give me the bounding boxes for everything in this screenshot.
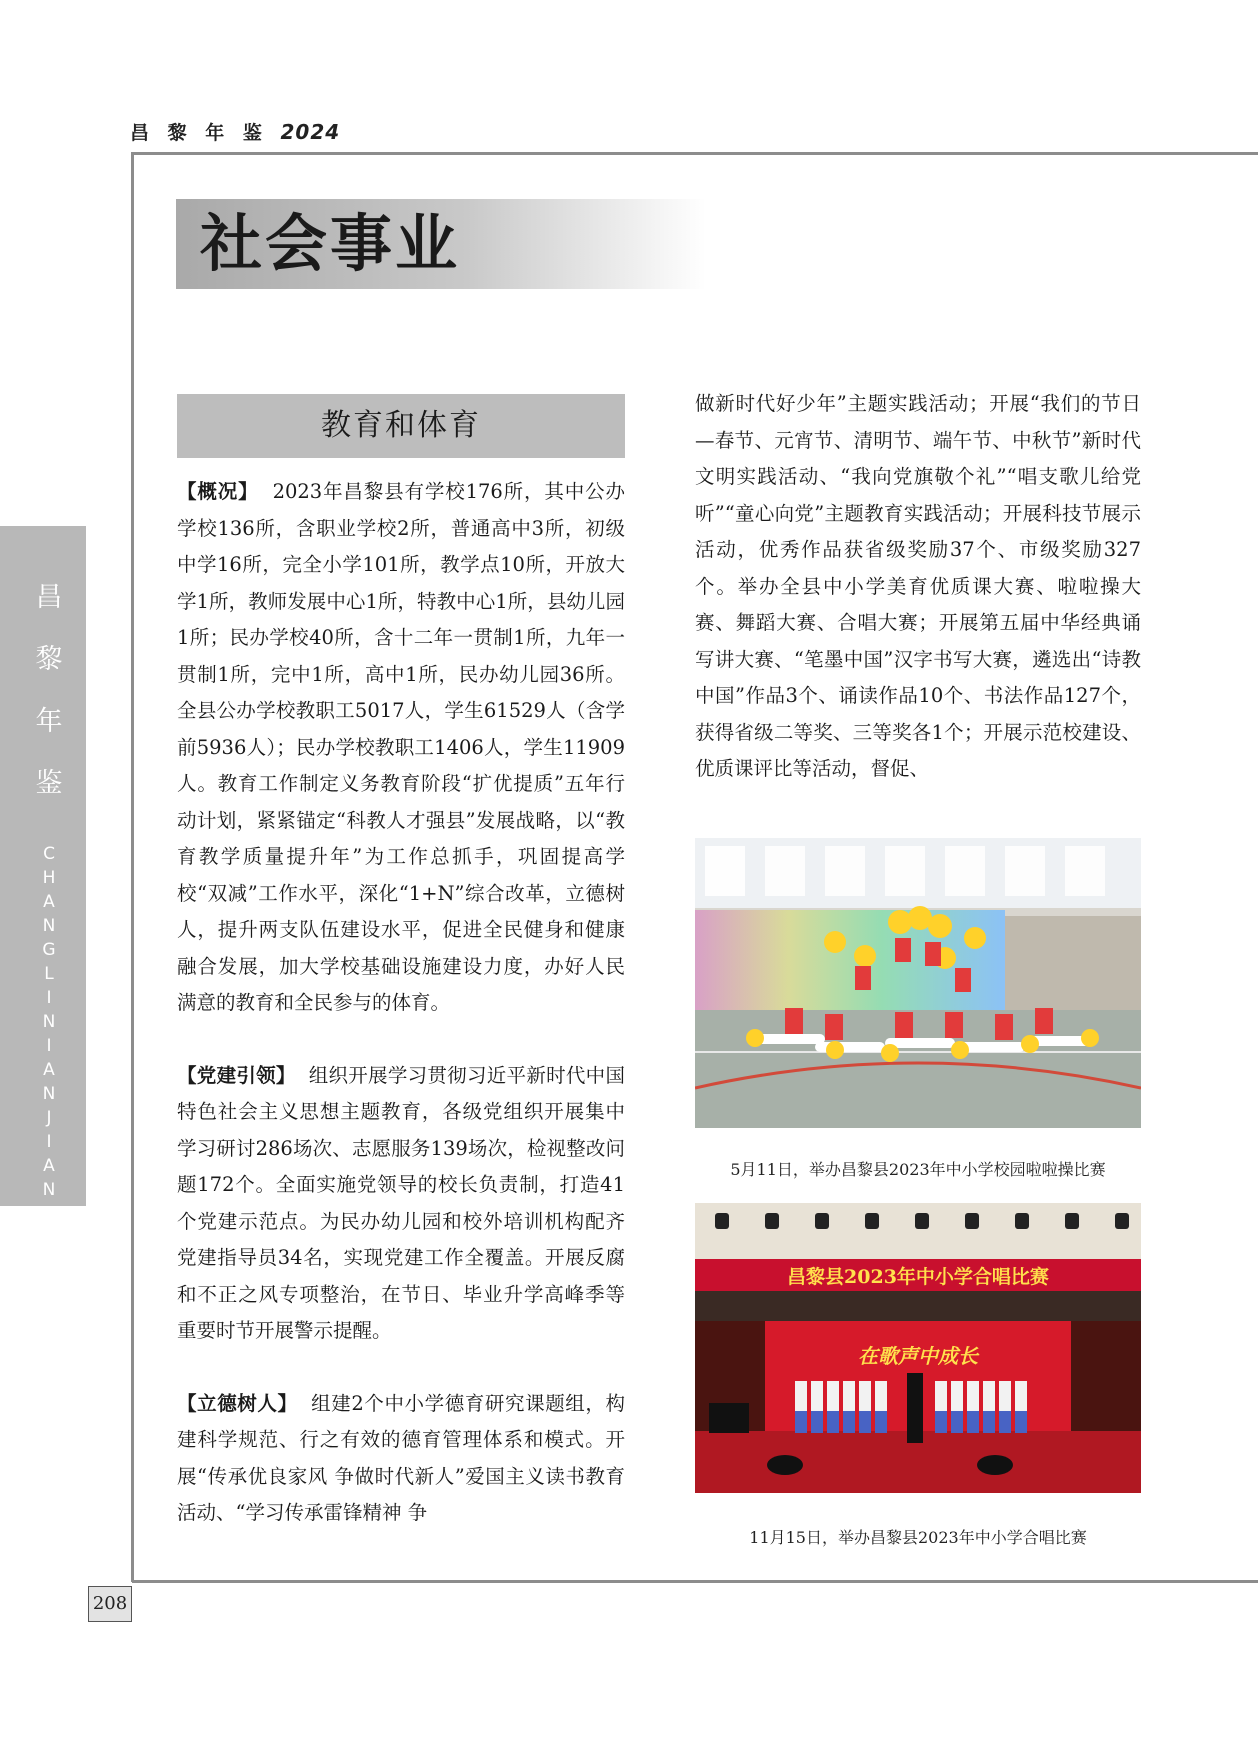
side-letter: H bbox=[42, 868, 56, 888]
photo-caption: 11月15日，举办昌黎县2023年中小学合唱比赛 bbox=[749, 1528, 1087, 1547]
side-letter: I bbox=[46, 1036, 52, 1056]
paragraph-text: 组建2个中小学德育研究课题组，构建科学规范、行之有效的德育管理体系和模式。开展“传承优良家风 争做时代新人”爱国主义读书教育活动、“学习传承雷锋精神 争 bbox=[177, 1391, 625, 1524]
paragraph-overview bbox=[177, 474, 625, 1022]
running-header bbox=[130, 118, 340, 145]
choir-photo bbox=[695, 1203, 1141, 1493]
running-header-title: 昌 黎 年 鉴 bbox=[130, 122, 268, 144]
paragraph-tag: 【党建引领】 bbox=[177, 1063, 296, 1087]
side-letter: A bbox=[43, 1060, 55, 1080]
side-tab-en bbox=[38, 846, 60, 1206]
section-banner bbox=[176, 199, 706, 289]
frame-bottom-rule bbox=[132, 1580, 1258, 1583]
cheerleading-photo bbox=[695, 838, 1141, 1128]
choir-banner-text: 昌黎县2023年中小学合唱比赛 bbox=[787, 1266, 1049, 1288]
paragraph-tag: 【概况】 bbox=[177, 480, 259, 503]
frame-left-rule bbox=[131, 152, 134, 1582]
paragraph-text: 2023年昌黎县有学校176所，其中公办学校136所，含职业学校2所，普通高中3所，初级中学16所，完全小学101所，教学点10所，开放大学1所，教师发展中心1所，特教中心1所，县幼儿园1所；民办学校40所，含十二年一贯制1所，九年一贯制1所，完中1所，高中1所，民办幼儿园36所。全县公办学校教职工5017人，学生61529人（含学前5936人）；民办学校教职工1406人，学生11909人。教育工作制定义务教育阶段“扩优提质”五年行动计划，紧紧锚定“科教人才强县”发展战略，以“教育教学质量提升年”为工作总抓手，巩固提高学校“双减”工作水平，深化“1+N”综合改革，立德树人，提升两支队伍建设水平，促进全民健身和健康融合发展，加大学校基础设施建设力度，办好人民满意的教育和全民参与的体育。 bbox=[177, 480, 625, 1014]
page-number: 208 bbox=[88, 1586, 132, 1622]
subsection-heading-box bbox=[177, 394, 625, 458]
stage-backdrop-text: 在歌声中成长 bbox=[858, 1344, 978, 1368]
section-title: 社会事业 bbox=[200, 207, 461, 280]
side-letter: N bbox=[42, 1084, 56, 1104]
side-letter: I bbox=[46, 1132, 52, 1152]
side-letter: N bbox=[42, 916, 56, 936]
side-letter: N bbox=[42, 1180, 56, 1200]
paragraph-moral-education bbox=[177, 1386, 625, 1532]
cheerleading-illustration bbox=[695, 838, 1141, 1128]
side-letter: N bbox=[42, 1012, 56, 1032]
side-letter: G bbox=[42, 940, 56, 960]
right-column bbox=[695, 386, 1141, 788]
paragraph-tag: 【立德树人】 bbox=[177, 1391, 298, 1415]
left-column bbox=[177, 474, 625, 1568]
side-letter: J bbox=[46, 1108, 52, 1128]
paragraph-text: 组织开展学习贯彻习近平新时代中国特色社会主义思想主题教育，各级党组织开展集中学习研讨286场次、志愿服务139场次，检视整改问题172个。全面实施党领导的校长负责制，打造41个党建示范点。为民办幼儿园和校外培训机构配齐党建指导员34名，实现党建工作全覆盖。开展反腐和不正之风专项整治，在节日、毕业升学高峰季等重要时节开展警示提醒。 bbox=[177, 1063, 625, 1342]
choir-illustration bbox=[695, 1203, 1141, 1493]
frame-top-rule bbox=[132, 152, 1258, 155]
side-letter: A bbox=[43, 1156, 55, 1176]
running-header-year: 2024 bbox=[280, 120, 341, 144]
side-letter: A bbox=[43, 892, 55, 912]
side-char: 昌 bbox=[35, 582, 63, 613]
side-char: 黎 bbox=[35, 644, 63, 675]
side-char: 年 bbox=[35, 706, 63, 737]
paragraph-continued: 做新时代好少年”主题实践活动；开展“我们的节日—春节、元宵节、清明节、端午节、中秋节”新时代文明实践活动、“我向党旗敬个礼”“唱支歌儿给党听”“童心向党”主题教育实践活动；开展科技节展示活动，优秀作品获省级奖励37个、市级奖励327个。举办全县中小学美育优质课大赛、啦啦操大赛、舞蹈大赛、合唱大赛；开展第五届中华经典诵写讲大赛、“笔墨中国”汉字书写大赛，遴选出“诗教中国”作品3个、诵读作品10个、书法作品127个，获得省级二等奖、三等奖各1个；开展示范校建设、优质课评比等活动，督促、 bbox=[695, 392, 1141, 780]
side-letter: L bbox=[44, 964, 54, 984]
side-letter: C bbox=[43, 844, 55, 864]
side-tab-cn bbox=[34, 584, 64, 832]
side-char: 鉴 bbox=[35, 768, 63, 799]
subsection-title: 教育和体育 bbox=[321, 408, 481, 443]
side-letter: I bbox=[46, 988, 52, 1008]
paragraph-party-building bbox=[177, 1058, 625, 1350]
photo-caption: 5月11日，举办昌黎县2023年中小学校园啦啦操比赛 bbox=[730, 1160, 1106, 1179]
